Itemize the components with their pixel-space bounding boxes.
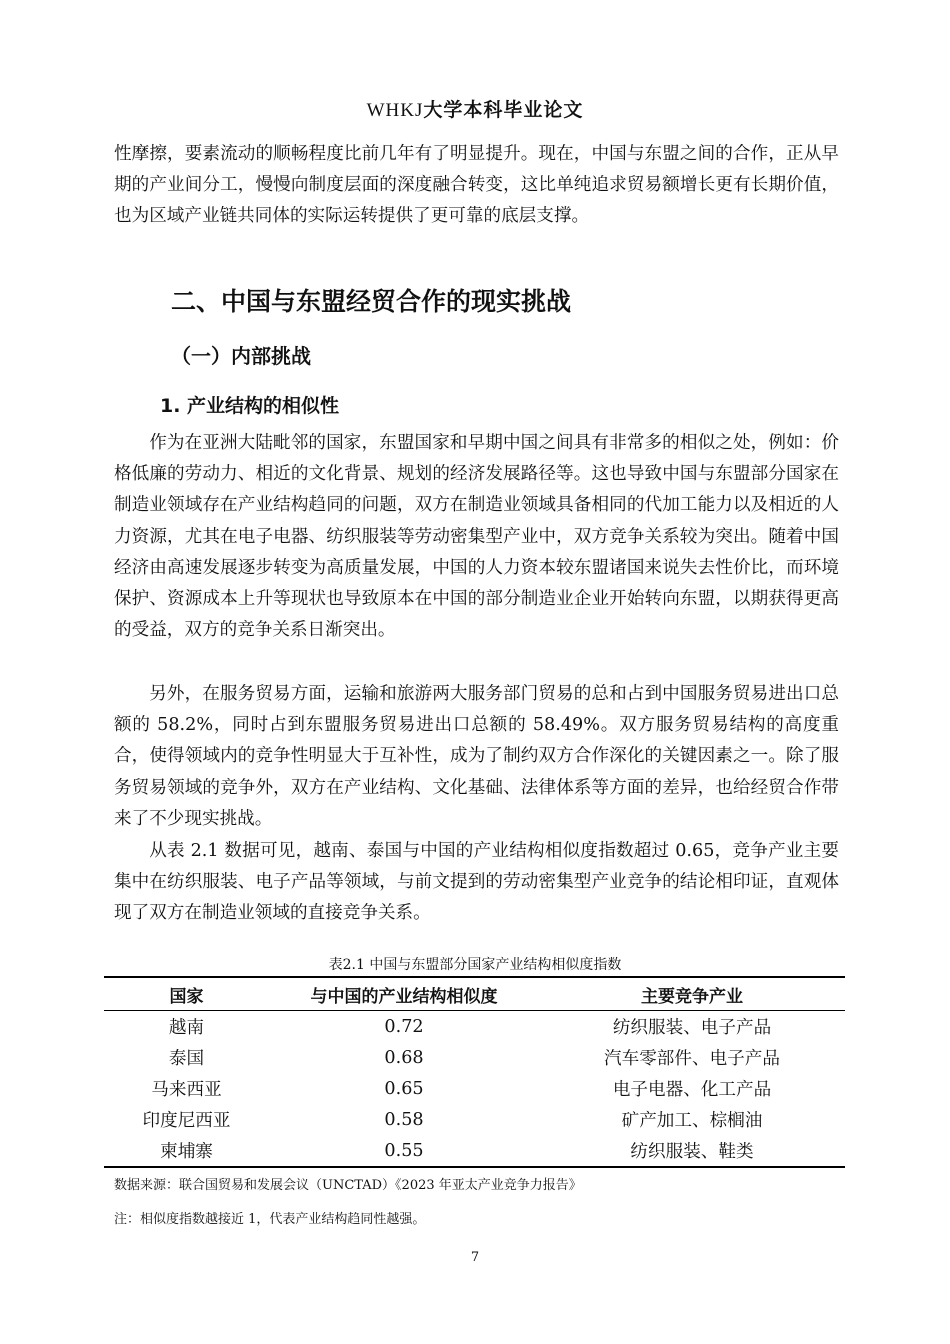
table-source: 数据来源：联合国贸易和发展会议（UNCTAD）《2023 年亚太产业竞争力报告》 bbox=[114, 1178, 582, 1193]
table-row bbox=[104, 1073, 845, 1104]
table-cell-similarity: 0.65 bbox=[384, 1078, 424, 1099]
table-note: 注：相似度指数越接近 1，代表产业结构趋同性越强。 bbox=[114, 1212, 426, 1227]
similarity-table bbox=[104, 976, 845, 1168]
table-row bbox=[104, 1042, 845, 1073]
table-cell-country: 柬埔寨 bbox=[160, 1142, 213, 1162]
table-header-similarity: 与中国的产业结构相似度 bbox=[269, 977, 539, 1011]
table-cell-industries: 汽车零部件、电子产品 bbox=[604, 1049, 780, 1069]
table-cell-country: 马来西亚 bbox=[151, 1080, 222, 1100]
table-cell-industries: 纺织服装、鞋类 bbox=[630, 1142, 754, 1162]
page-header bbox=[0, 95, 950, 122]
table-header-country: 国家 bbox=[104, 977, 269, 1011]
section-heading: 二、中国与东盟经贸合作的现实挑战 bbox=[171, 287, 572, 316]
subsection-heading: （一）内部挑战 bbox=[171, 344, 311, 368]
table-cell-industries: 矿产加工、棕榈油 bbox=[621, 1111, 763, 1131]
table-header-row bbox=[104, 977, 845, 1011]
table-row bbox=[104, 1011, 845, 1043]
table-cell-similarity: 0.55 bbox=[384, 1140, 424, 1161]
table-cell-similarity: 0.68 bbox=[384, 1047, 424, 1068]
table-cell-similarity: 0.72 bbox=[384, 1016, 424, 1037]
table-row bbox=[104, 1104, 845, 1135]
paragraph-service-trade: 另外，在服务贸易方面，运输和旅游两大服务部门贸易的总和占到中国服务贸易进出口总额的 58.2%，同时占到东盟服务贸易进出口总额的 58.49%。双方服务贸易结构的高度重合，使得领域内的竞争性明显大于互补性，成为了制约双方合作深化的关键因素之一。除了服务贸易领域的竞争外，双方在产业结构、文化基础、法律体系等方面的差异，也给经贸合作带来了不少现实挑战。 bbox=[114, 684, 839, 829]
table-caption: 表2.1 中国与东盟部分国家产业结构相似度指数 bbox=[328, 957, 622, 973]
table-cell-country: 印度尼西亚 bbox=[142, 1111, 231, 1131]
table-cell-country: 越南 bbox=[168, 1018, 205, 1038]
header-title: 大学本科毕业论文 bbox=[423, 99, 584, 121]
paragraph-table-intro: 从表 2.1 数据可见，越南、泰国与中国的产业结构相似度指数超过 0.65，竞争产业主要集中在纺织服装、电子产品等领域，与前文提到的劳动密集型产业竞争的结论相印证，直观体现了双方在制造业领域的直接竞争关系。 bbox=[114, 841, 839, 924]
subsubsection-heading: 1. 产业结构的相似性 bbox=[160, 395, 340, 417]
table-row bbox=[104, 1135, 845, 1167]
paragraph-continuation: 性摩擦，要素流动的顺畅程度比前几年有了明显提升。现在，中国与东盟之间的合作，正从早期的产业间分工，慢慢向制度层面的深度融合转变，这比单纯追求贸易额增长更有长期价值，也为区域产业链共同体的实际运转提供了更可靠的底层支撑。 bbox=[114, 144, 839, 227]
page-number: 7 bbox=[470, 1250, 480, 1265]
table-cell-industries: 纺织服装、电子产品 bbox=[612, 1018, 772, 1038]
table-cell-industries: 电子电器、化工产品 bbox=[612, 1080, 772, 1100]
table-cell-similarity: 0.58 bbox=[384, 1109, 424, 1130]
table-header-industries: 主要竞争产业 bbox=[539, 977, 845, 1011]
paragraph-industrial-similarity: 作为在亚洲大陆毗邻的国家，东盟国家和早期中国之间具有非常多的相似之处，例如：价格低廉的劳动力、相近的文化背景、规划的经济发展路径等。这也导致中国与东盟部分国家在制造业领域存在产业结构趋同的问题，双方在制造业领域具备相同的代加工能力以及相近的人力资源，尤其在电子电器、纺织服装等劳动密集型产业中，双方竞争关系较为突出。随着中国经济由高速发展逐步转变为高质量发展，中国的人力资本较东盟诸国来说失去性价比，而环境保护、资源成本上升等现状也导致原本在中国的部分制造业企业开始转向东盟，以期获得更高的受益，双方的竞争关系日渐突出。 bbox=[114, 433, 839, 641]
header-latin: WHKJ bbox=[366, 100, 424, 121]
table-cell-country: 泰国 bbox=[168, 1049, 205, 1069]
